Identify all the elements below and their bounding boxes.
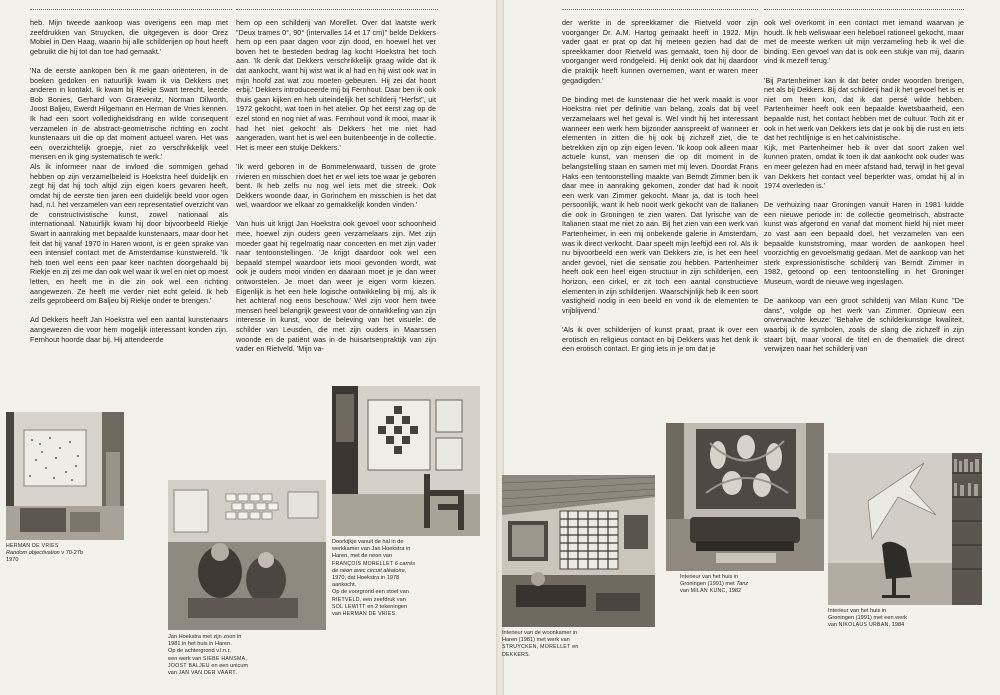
caption-text: Op de voorgrond een stoel van (332, 589, 409, 596)
caption-text: v 70-27b (61, 550, 84, 557)
text-column-3 (562, 18, 758, 363)
photo-herman-de-vries-interior (6, 412, 124, 540)
photo-nikolaus-urban (828, 453, 982, 605)
paragraph: Ad Dekkers heeft Jan Hoekstra wel een aantal kunstenaars aangewezen die voor hem mogelijk interessant konden zijn. Fernhout hoorde daar bij. Hij attendeerde (30, 315, 228, 344)
paragraph: hem op een schilderij van Morellet. Over dat laatste werk "Deux trames 0°, 90° (intervalles 14 et 17 cm)" belde Dekkers hem op een paar dagen voor zijn dood, en hoewel het ver boven het te besteden bedrag lag kocht Hoekstra het toch aan. 'Ik denk dat Dekkers verschrikkelijk graag wilde dat ik dat aankocht, want hij wist wat ik al had en hij wist ook wat in mijn hoofd zat wat zou moeten gebeuren. Hij zei dat hoort erbij.' Dekkers introduceerde mij bij Fernhout. Daar ben ik ook thuis gaan kijken en heb uiteindelijk het schilderij "Herfst", uit 1972 gekocht, wat toen in het atelier. Op het eerst zag op de ezel stond en nog niet af was. Fernhout vond ik mooi, maar ik had het niet gekocht als Dekkers het me niet had aangeraden, want het is wel een buitenbeentje in de collectie. Het is meer een stukje Dekkers.' (236, 18, 436, 152)
caption-text: van (680, 588, 690, 595)
caption-title: Tanz (736, 581, 749, 588)
photo-jan-hoekstra-with-son (168, 480, 326, 630)
caption-text: en een unicum (211, 662, 249, 669)
paragraph: De aankoop van een groot schilderij van Milan Kunc "De dans", volgde op het werk van Zimmer. Opnieuw een onverwachte keuze: 'Behalve de schilderkunstige kwaliteit, waarbij ik de symbolen, zoals de slang die zichzelf in zijn staart bijt, maar vooral de titel en de thematiek die direct verwijzen naar het schilderij van (764, 296, 964, 354)
caption-text: 1981 in het huis in Haren. (168, 641, 232, 648)
paragraph: ook wel overkomt in een contact met iemand waarvan je houdt. Ik heb weliswaar een heleboel rationeel gekocht, maar met de meeste werken uit mijn verzameling heb ik wel die binding. Een gevoel van dat is ook een stukje van mij, daarin vind ik mezelf terug.' (764, 18, 964, 66)
caption-title: 6 carrés (394, 560, 416, 567)
paragraph: Van huis uit krijgt Jan Hoekstra ook gevoel voor schoonheid mee, hoewel zijn ouders geen verzamelaars zijn. Met zijn moeder gaat hij regelmatig naar concerten en met zijn vader naar tentoonstellingen. 'Je krijgt daardoor ook wel een bepaald stempel waardoor iets mooi gevonden wordt, wat ook je ouders mooi vinden en daaraan moet je je dan weer ontworstelen. Je moet dan weer je eigen vorm kiezen. Eigenlijk is het een hele logische ontwikkeling bij mij, als ik het achteraf nog eens beschouw.' Wel zijn voor hem twee mensen heel belangrijk geweest voor de ontwikkeling van zijn interesse in kunst, voor de beleving van het visuele: de schilder van Leusden, die met zijn ouders in Maarssen woonde en de patiënt was in de huisartsenpraktijk van zijn vader en Rietveld. 'Mijn va- (236, 219, 436, 354)
caption-year: , 1984 (888, 622, 905, 629)
photo-hall-morellet-rietveld (332, 386, 480, 536)
caption-text: Interieur van de woonkamer in (502, 630, 578, 636)
paragraph: De binding met de kunstenaar die het werk maakt is voor Hoekstra niet per definitie van belang, zoals dat bij veel verzamelaars wel het geval is. Wel vindt hij het interessant wanneer een werk hem bijzonder aanspreekt of wanneer er elementen in zitten die hij ook bij zichzelf ziet, die te betrekken zijn op zijn eigen leven. 'Ik koop ook alleen maar actuele kunst, van mensen die op dit moment in de belangstelling staan en samen met mij leven. Doordat Frans Haks een tentoonstelling maakte van Berndt Zimmer ben ik daar mee in aanraking gekomen, zonder dat had ik nooit een werk van Zimmer gekocht. Maar ja, dat is toch heel persoonlijk, want ik heb nooit werk gekocht van de Italianen die ook in Groningen te zien waren. Dat lyrische van de Italianen staat me niet zo aan. Bij het zien van een werk van Partenheimer, in een mij onbekende galerie in Amsterdam, was ik direct verkocht. Daar speelt mijn leeftijd een rol. Als ik nu bijvoorbeeld een werk van Dekkers zie, is het een heel ander gevoel, niet die sensatie zou hebben. Partenheimer heeft ook een heel eigen structuur in zijn schilderijen, een horizon, een cirkel, er zit toch een aantal constructieve elementen in zijn schilderijen. Waarschijnlijk heb ik een soort vastigheid nodig in een beeld en vond ik de elementen te vrijblijvend.' (562, 94, 758, 315)
caption-text: van (168, 670, 178, 677)
caption-text: Haren (1981) met werk van (502, 637, 570, 644)
caption-artist: JOOST BALJEU (168, 662, 210, 669)
text-column-2 (236, 18, 436, 363)
caption-year: , 1982 (725, 588, 742, 595)
top-rule (764, 9, 964, 10)
top-rule (30, 9, 232, 10)
caption-text: van (828, 622, 838, 629)
caption-artist: MILAN KUNC (690, 588, 726, 595)
caption-text: en 2 tekeningen (367, 603, 408, 610)
caption-artist: SIEBE HANSMA (202, 655, 246, 662)
paragraph: 'Als ik over schilderijen of kunst praat, praat ik over een erotisch en religieus contact en bij Dekkers was het denk ik een erotisch contact. Er ging iets in je om dat je (562, 325, 758, 354)
caption-text: Op de achtergrond v.l.n.r. (168, 648, 231, 655)
caption-text: Haren, met de neon van (332, 553, 393, 560)
caption-jan-hoekstra-son: Jan Hoekstra met zijn zoon in 1981 in het huis in Haren. Op de achtergrond v.l.n.r. een werk van SIEBE HANSMA, JOOST BALJEU en een unicum van JAN VAN DER VAART. (168, 634, 249, 677)
caption-text: Jan Hoekstra met zijn zoon in (168, 634, 242, 640)
caption-text: een werk van (168, 655, 202, 662)
caption-text: van (332, 611, 342, 618)
caption-milan-kunc (680, 574, 820, 596)
caption-living-room-haren (502, 630, 656, 659)
caption-text: werkkamer van Jan Hoekstra in (332, 546, 411, 553)
caption-artist: JAN VAN DER VAART (178, 670, 236, 677)
paragraph: Kijk, met Partenheimer heb ik over dat soort zaken wel kunnen praten, omdat ik toen ik dat aankocht ook ouder was en meer gelezen had en meer afstand had, terwijl in het geval van Dekkers het contact veel beperkter was, omdat hij al in 1974 overleden is.' (764, 142, 964, 191)
paragraph: De verhuizing naar Groningen vanuit Haren in 1981 luidde een nieuwe periode in: de collectie geometrisch, abstracte kunst was afgerond en vanaf dat moment hield hij niet meer zo vast aan een bepaald doel, het verzamelen van een bepaalde kunststroming, maar worden de aankopen heel voorzichtig en gevoelsmatig gedaan. Met de aankoop van het sterk expressionistische schilderij van Berndt Zimmer in 1982, getoond op een tentoonstelling in het Groninger Museum, wordt de nieuwe weg ingeslagen. (764, 200, 964, 287)
caption-year: 1970 (6, 557, 19, 564)
caption-artist: STRUYCKEN, MORELLET (502, 644, 571, 651)
caption-title: Random objectivation (6, 550, 60, 557)
caption-artist: RIETVELD (332, 596, 360, 603)
caption-artist: HERMAN DE VRIES. (342, 611, 397, 618)
paragraph: 'Na de eerste aankopen ben ik me gaan oriënteren, in de boeken gedoken en natuurlijk kwam ik via Dekkers met anderen in kontakt. Ik kwam bij Riekje Swart terecht, leerde Bob Bonies, Gerhard von Graevenitz, Norman Dilworth, Joost Baljeu, Ewerdt Hilgemann en Herman de Vries kennen. Ik had een soort volledigheidsdrang en wilde consequent verzamelen in de abstract-geometrische richting en zocht kunstenaars uit die op dat moment actueel waren. Het was een overzichtelijk groepje, niet zo verschrikkelijk veel mensen en ik ging systematisch te werk.' (30, 65, 228, 162)
paragraph: heb. Mijn tweede aankoop was overigens een map met zeefdrukken van Struycken, die uitgegeven is door Orez Mobiel in Den Haag, waarin hij alle schilderijen op hout heeft gebruikt die hij tot dan toe had gemaakt.' (30, 18, 228, 56)
top-rule (236, 9, 438, 10)
caption-title: de néon avec circuit aléatoire (332, 567, 405, 574)
caption-artist: HERMAN DE VRIES (6, 543, 59, 549)
text-column-1 (30, 18, 228, 363)
caption-text: 1970, dat Hoekstra in 1978 (332, 575, 400, 582)
caption-text: aankocht. (332, 582, 357, 589)
paragraph: der werkte in de spreekkamer die Rietveld voor zijn voorganger Dr. A.M. Hartog gemaakt heeft in 1922. Mijn vader gaat er prat op dat hij meteen gezien had dat de spreekkamer door Rietveld was gemaakt, toen hij door de voorganger werd rondgeleid. Hij denkt ook dat hij daardoor die praktijk heeft kunnen overnemen, want er waren meer gegadigden.' (562, 18, 758, 85)
caption-artist: DEKKERS. (502, 651, 531, 658)
caption-text: Groningen (1991) met (680, 581, 735, 588)
paragraph: 'Ik werd geboren in de Bommelerwaard, tussen de grote rivieren en misschien doet het er wel iets toe waar je geboren bent. Ik heb zelfs nu nog wel iets met die streek. Ook Dekkers woonde daar, in Gorinchem en misschien is het dat wel, waardoor we elkaar zo gemakkelijk konden vinden.' (236, 161, 436, 210)
caption-artist: NIKOLAUS URBAN (838, 622, 889, 629)
caption-text: en (572, 644, 579, 651)
top-rule (562, 9, 758, 10)
caption-artist: FRANÇOIS MORELLET (332, 560, 394, 567)
caption-nikolaus-urban (828, 608, 978, 630)
caption-hall-morellet: Doorkijkje vanuit de hal in de werkkamer van Jan Hoekstra in Haren, met de neon van FRANÇOIS MORELLET 6 carrés de néon avec circuit aléatoire, 1970, dat Hoekstra in 1978 aankocht. Op de voorgrond een stoel van RIETVELD, een zeefdruk van SOL LEWITT en 2 tekeningen van HERMAN DE VRIES. (332, 539, 416, 618)
photo-milan-kunc-tanz (666, 423, 824, 571)
caption-text: , een zeefdruk van (359, 596, 406, 603)
caption-text: Doorkijkje vanuit de hal in de (332, 539, 404, 545)
caption-text: Interieur van het huis in (680, 574, 739, 580)
text-column-4 (764, 18, 964, 363)
caption-herman-de-vries (6, 543, 124, 565)
caption-text: Groningen (1991) met een werk (828, 615, 907, 622)
caption-text: Interieur van het huis in (828, 608, 887, 614)
paragraph: 'Bij Partenheimer kan ik dat beter onder woorden brengen, net als bij Dekkers. Bij dat schilderij had ik het gevoel het is er niet om heen kon, dat ik dat persé wilde hebben. Partenheimer heeft ook een bepaalde kwetsbaarheid, een bepaalde rust, het contact hebben met de cultuur. Toch zit er ook in het werk van Dekkers iets dat je ook bij die rust en iets dat het rechtlijnige is en het calvinistische. (764, 75, 964, 143)
paragraph: Als ik informeer naar de invloed die sommigen gehad hebben op zijn verzamelbeleid is Hoekstra heel duidelijk en zegt hij dat hij toch altijd zijn eigen koers gevaren heeft, omdat hij de eerste tien jaren een duidelijk beeld voor ogen had, n.l. het verzamelen van een representatief overzicht van de constructivistische kunst, zowel nationaal als internationaal. Natuurlijk kwam hij door bijvoorbeeld Riekje Swart in aanraking met bepaalde kunstenaars, maar door het feit dat hij vanaf 1970 in Haren woont, is er geen sprake van een intensief contact met de Amsterdamse kunstwereld. 'Ik heb toen wel eens een paar keer nachten doorgehaald bij Riekje en zij zei me dan ook wel waar ik wel en niet op moest letten, en heeft me in die zin ook wel een richting aangewezen. Ze heeft me verder niet echt geleid. Ik heb zelfs geprobeerd om Baljeu bij Riekje onder te brengen.' (30, 161, 228, 306)
photo-living-room-haren (502, 475, 655, 627)
caption-artist: SOL LEWITT (332, 603, 366, 610)
